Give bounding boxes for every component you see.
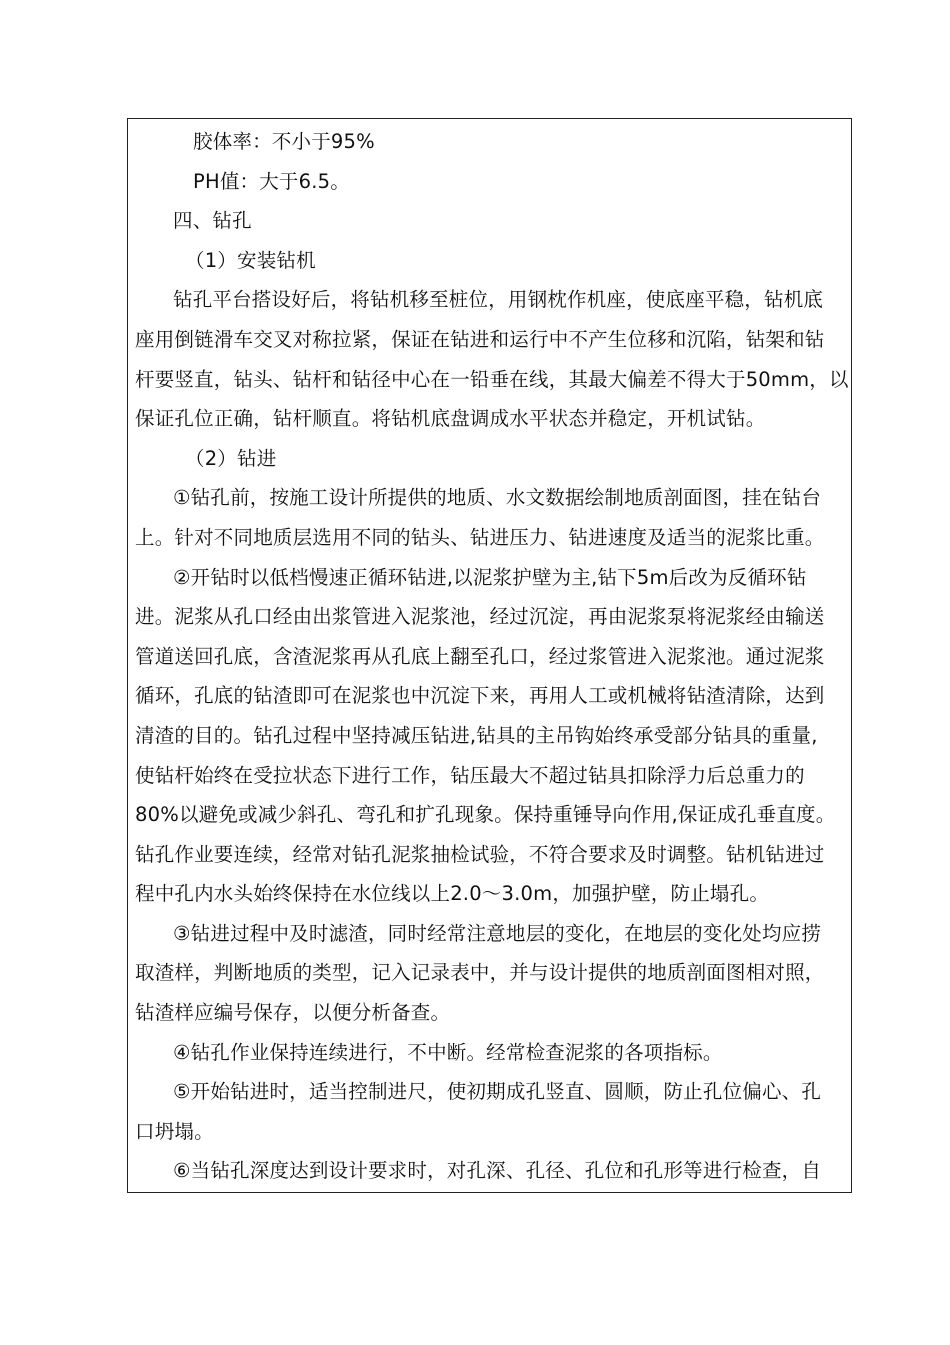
text-line: 80%以避免或减少斜孔、弯孔和扩孔现象。保持重锤导向作用,保证成孔垂直度。 (135, 803, 836, 827)
text-line: 钻渣样应编号保存，以便分析备查。 (135, 1001, 451, 1025)
text-line: PH值：大于6.5。 (193, 169, 350, 193)
text-line: 口坍塌。 (135, 1119, 214, 1143)
document-body (135, 122, 875, 1191)
subsection-heading: （1）安装钻机 (185, 248, 316, 272)
text-line: 胶体率：不小于95% (193, 130, 375, 153)
text-line: ⑥当钻孔深度达到设计要求时，对孔深、孔径、孔位和孔形等进行检查，自 (173, 1159, 822, 1183)
text-line: ②开钻时以低档慢速正循环钻进,以泥浆护壁为主,钻下5m后改为反循环钻 (173, 565, 807, 589)
text-line: 钻孔作业要连续，经常对钻孔泥浆抽检试验，不符合要求及时调整。钻机钻进过 (135, 842, 825, 866)
text-line: ⑤开始钻进时，适当控制进尺，使初期成孔竖直、圆顺，防止孔位偏心、孔 (173, 1080, 822, 1104)
text-line: 使钻杆始终在受拉状态下进行工作，钻压最大不超过钻具扣除浮力后总重力的 (135, 763, 805, 787)
text-line: 钻孔平台搭设好后，将钻机移至桩位，用钢枕作机座，使底座平稳，钻机底 (173, 288, 824, 312)
text-line: ①钻孔前，按施工设计所提供的地质、水文数据绘制地质剖面图，挂在钻台 (173, 486, 822, 510)
text-line: 杆要竖直，钻头、钻杆和钻径中心在一铅垂在线，其最大偏差不得大于50mm，以 (135, 367, 849, 391)
text-line: 进。泥浆从孔口经由出浆管进入泥浆池，经过沉淀，再由泥浆泵将泥浆经由输送 (135, 605, 825, 629)
text-line: ④钻孔作业保持连续进行，不中断。经常检查泥浆的各项指标。 (173, 1040, 723, 1064)
text-line: ③钻进过程中及时滤渣，同时经常注意地层的变化，在地层的变化处均应捞 (173, 921, 822, 945)
text-line: 保证孔位正确，钻杆顺直。将钻机底盘调成水平状态并稳定，开机试钻。 (135, 407, 766, 431)
section-heading: 四、钻孔 (173, 209, 252, 233)
text-line: 座用倒链滑车交叉对称拉紧，保证在钻进和运行中不产生位移和沉陷，钻架和钻 (135, 327, 825, 351)
text-line: 上。针对不同地质层选用不同的钻头、钻进压力、钻进速度及适当的泥浆比重。 (135, 525, 825, 549)
subsection-heading: （2）钻进 (185, 446, 277, 470)
text-line: 程中孔内水头始终保持在水位线以上2.0～3.0m，加强护壁，防止塌孔。 (135, 882, 770, 906)
text-line: 清渣的目的。钻孔过程中坚持减压钻进,钻具的主吊钩始终承受部分钻具的重量, (135, 723, 818, 747)
text-line: 管道送回孔底，含渣泥浆再从孔底上翻至孔口，经过浆管进入泥浆池。通过泥浆 (135, 644, 825, 668)
text-line: 取渣样，判断地质的类型，记入记录表中，并与设计提供的地质剖面图相对照， (135, 961, 825, 985)
text-line: 循环，孔底的钻渣即可在泥浆也中沉淀下来，再用人工或机械将钻渣清除，达到 (135, 684, 825, 708)
